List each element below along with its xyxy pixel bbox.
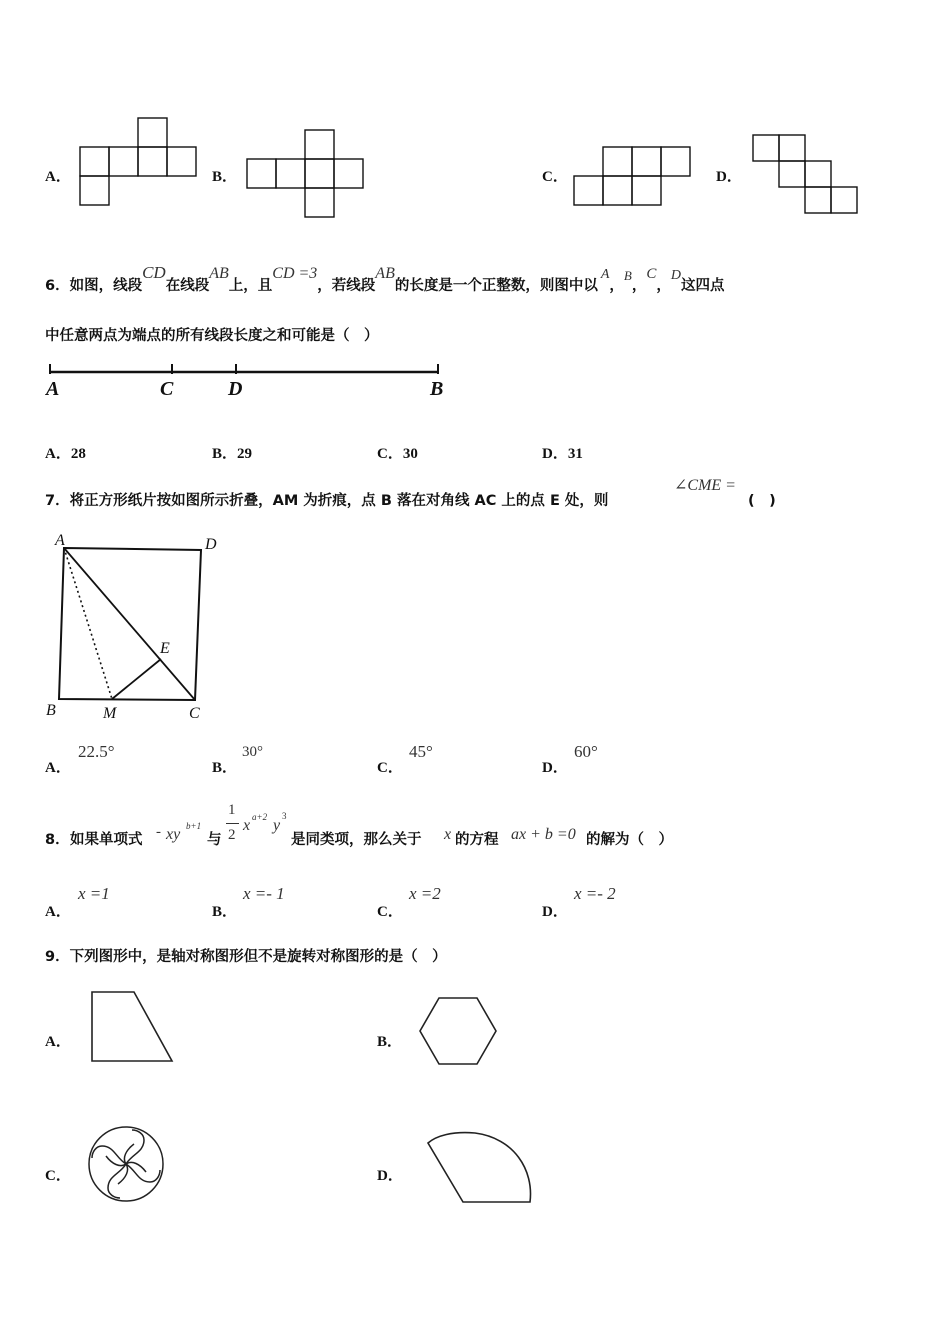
- q6-option-label: A．: [45, 446, 71, 462]
- q7-label-a: A: [55, 532, 65, 549]
- q8-text-4: 的方程: [455, 832, 499, 848]
- q7-label-b: B: [46, 702, 56, 719]
- q6-math-cd: CD: [142, 263, 166, 282]
- q6-number: 6．: [45, 278, 70, 294]
- q6-point-d: D: [670, 268, 681, 283]
- q8-option-d-value: x =- 2: [574, 884, 616, 903]
- q8-monomial-1-exp: b+1: [186, 821, 202, 831]
- q8-text-5: 的解为（ ）: [586, 832, 673, 848]
- q6-text: 这四点: [681, 278, 725, 294]
- q7-option-d-label[interactable]: D．: [542, 760, 568, 776]
- q8-var-x: x: [444, 826, 452, 843]
- q9-option-b-label[interactable]: B．: [377, 1034, 403, 1050]
- q7-option-a-label[interactable]: A．: [45, 760, 71, 776]
- q7-label-m: M: [103, 705, 117, 722]
- q6-point-b: B: [623, 268, 632, 283]
- q6-comma: ，: [631, 278, 647, 294]
- q8-option-c-label[interactable]: C．: [377, 904, 403, 920]
- q8-monomial-2-y-exp: 3: [282, 811, 287, 821]
- q8-option-a-label[interactable]: A．: [45, 904, 71, 920]
- q6-text: 如图，线段: [69, 278, 143, 294]
- q8-neg-sign: -: [156, 824, 161, 840]
- q7-label-d: D: [205, 536, 217, 553]
- q6-option-value: 30: [402, 446, 418, 462]
- q7-option-c-label[interactable]: C．: [377, 760, 403, 776]
- q6-math-ab: AB: [209, 265, 229, 282]
- q6-label-b: B: [430, 378, 444, 400]
- q8-equation: ax + b =0: [511, 826, 576, 843]
- q6-text: ，若线段: [317, 278, 376, 294]
- q8-frac-den: 2: [228, 827, 236, 843]
- q8-text-1: 如果单项式: [70, 832, 143, 848]
- q5-option-a-label[interactable]: A．: [45, 169, 71, 185]
- q6-option-value: 31: [567, 446, 583, 462]
- q7-option-a-value: 22.5°: [78, 742, 115, 761]
- q6-math-cd3: CD =3: [272, 265, 318, 282]
- q6-comma: ，: [656, 278, 671, 294]
- q7-option-d-value: 60°: [574, 742, 598, 761]
- q6-math-ab2: AB: [375, 265, 395, 282]
- q8-monomial-1: xy: [166, 826, 181, 843]
- q8-option-a-value: x =1: [78, 884, 110, 903]
- q7-option-c-value: 45°: [409, 742, 433, 761]
- q6-text: 在线段: [165, 278, 210, 294]
- q8-monomial-2-x-exp: a+2: [252, 812, 268, 822]
- q7-option-b-label[interactable]: B．: [212, 760, 238, 776]
- q9-option-c-label[interactable]: C．: [45, 1168, 71, 1184]
- q6-stem-line2: 中任意两点为端点的所有线段长度之和可能是（ ）: [45, 328, 379, 344]
- q8-option-b-value: x =- 1: [243, 884, 285, 903]
- q7-label-e: E: [160, 640, 170, 657]
- q6-option-value: 28: [70, 446, 86, 462]
- q9-option-a-label[interactable]: A．: [45, 1034, 71, 1050]
- q7-number: 7．: [45, 493, 70, 509]
- q9-text: 下列图形中，是轴对称图形但不是旋转对称图形的是（ ）: [69, 949, 447, 965]
- q6-text: 的长度是一个正整数，则图中以: [394, 278, 598, 294]
- q9-number: 9．: [45, 949, 70, 965]
- q5-option-b-label[interactable]: B．: [212, 169, 238, 185]
- q6-label-d: D: [228, 378, 243, 400]
- q7-math-angle: ∠CME =: [674, 477, 736, 494]
- q8-option-b-label[interactable]: B．: [212, 904, 238, 920]
- q6-option-label: B．: [212, 446, 238, 462]
- q7-option-b-value: 30°: [242, 744, 263, 760]
- q8-monomial-2-x: x: [243, 817, 251, 834]
- q7-label-c: C: [189, 705, 200, 722]
- q8-frac-num: 1: [228, 802, 236, 818]
- q8-option-d-label[interactable]: D．: [542, 904, 568, 920]
- q6-option-label: D．: [542, 446, 568, 462]
- q6-point-a: A: [600, 267, 610, 282]
- q6-comma: ，: [609, 278, 624, 294]
- q6-text: 上，且: [228, 278, 273, 294]
- q5-option-c-label[interactable]: C．: [542, 169, 568, 185]
- q7-paren: ( ): [748, 493, 776, 509]
- q8-text-3: 是同类项，那么关于: [291, 832, 422, 848]
- q6-option-label: C．: [377, 446, 403, 462]
- q6-option-value: 29: [237, 446, 253, 462]
- q8-number: 8．: [45, 832, 70, 848]
- q7-text: 将正方形纸片按如图所示折叠，AM 为折痕，点 B 落在对角线 AC 上的点 E 处，则: [69, 493, 609, 509]
- q8-option-c-value: x =2: [409, 884, 441, 903]
- q6-label-c: C: [160, 378, 174, 400]
- q5-option-d-label[interactable]: D．: [716, 169, 742, 185]
- q8-text-2: 与: [207, 832, 222, 848]
- q8-monomial-2-y: y: [273, 817, 281, 834]
- q6-label-a: A: [46, 378, 60, 400]
- q6-point-c: C: [646, 266, 657, 282]
- q9-option-d-label[interactable]: D．: [377, 1168, 403, 1184]
